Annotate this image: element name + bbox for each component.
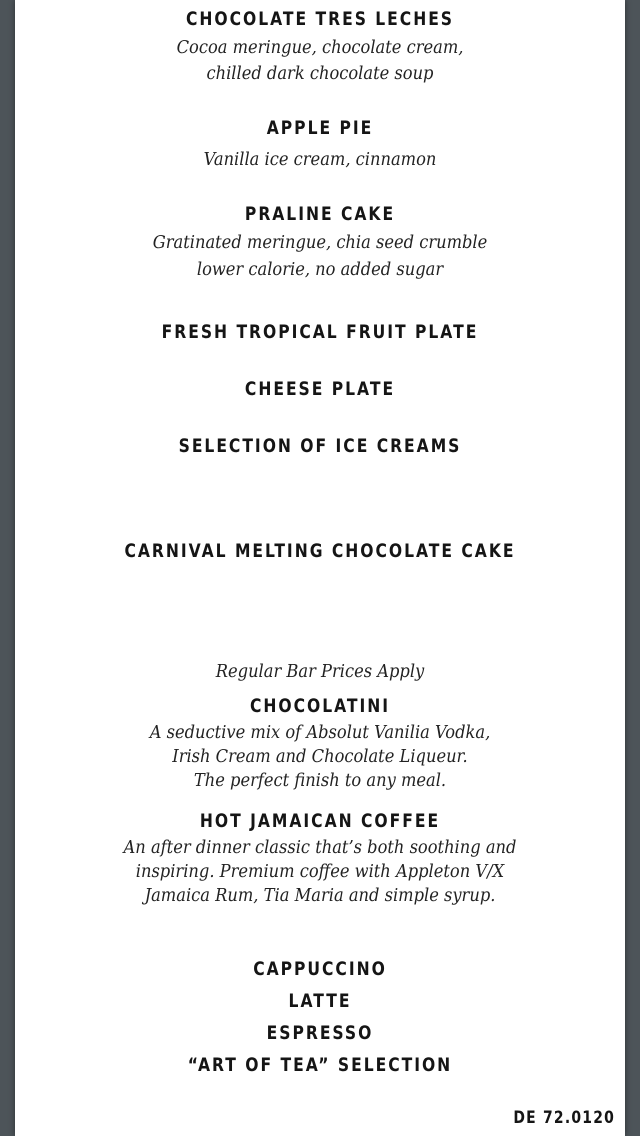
drink-title: HOT JAMAICAN COFFEE: [199, 810, 441, 832]
dessert-description-line: lower calorie, no added sugar: [196, 260, 444, 280]
dessert-description-line: Vanilla ice cream, cinnamon: [203, 150, 437, 170]
dessert-description-line: chilled dark chocolate soup: [206, 64, 434, 84]
drink-description-line: An after dinner classic that’s both soothing and: [123, 838, 517, 858]
bar-prices-note: Regular Bar Prices Apply: [215, 662, 425, 682]
hot-drink-item: “ART OF TEA” SELECTION: [187, 1054, 453, 1076]
dessert-title: CHOCOLATE TRES LECHES: [185, 8, 455, 30]
drink-description-line: The perfect finish to any meal.: [193, 771, 447, 791]
drink-title: CHOCOLATINI: [249, 695, 391, 717]
dessert-description-line: Gratinated meringue, chia seed crumble: [152, 233, 488, 253]
hot-drink-item: CAPPUCCINO: [253, 958, 387, 980]
dessert-title: PRALINE CAKE: [244, 203, 396, 225]
drink-description-line: Jamaica Rum, Tia Maria and simple syrup.: [144, 886, 496, 906]
dessert-description-line: Cocoa meringue, chocolate cream,: [176, 38, 464, 58]
drink-description-line: A seductive mix of Absolut Vanilia Vodka,: [149, 723, 491, 743]
dessert-title: CARNIVAL MELTING CHOCOLATE CAKE: [124, 540, 516, 562]
dessert-title: APPLE PIE: [266, 117, 374, 139]
drink-description-line: inspiring. Premium coffee with Appleton V/X: [135, 862, 505, 882]
dessert-title: CHEESE PLATE: [244, 378, 396, 400]
dessert-title: SELECTION OF ICE CREAMS: [178, 435, 462, 457]
menu-page: [15, 0, 625, 1136]
hot-drink-item: LATTE: [288, 990, 352, 1012]
dessert-title: FRESH TROPICAL FRUIT PLATE: [161, 321, 479, 343]
drink-description-line: Irish Cream and Chocolate Liqueur.: [172, 747, 468, 767]
hot-drink-item: ESPRESSO: [266, 1022, 374, 1044]
menu-code: DE 72.0120: [513, 1108, 615, 1128]
